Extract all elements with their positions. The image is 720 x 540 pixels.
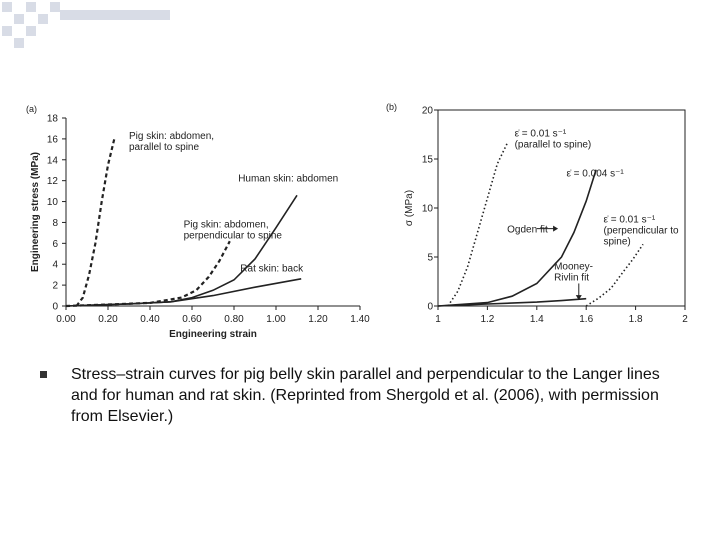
x-tick-label: 0.00 xyxy=(56,314,76,325)
y-tick-label: 10 xyxy=(421,203,433,215)
series-line xyxy=(438,170,596,306)
x-tick-label: 1.00 xyxy=(266,314,286,325)
x-tick-label: 1 xyxy=(435,314,441,325)
x-tick-label: 0.80 xyxy=(224,314,244,325)
y-tick-label: 12 xyxy=(46,176,58,188)
y-tick-label: 4 xyxy=(52,259,58,271)
x-tick-label: 1.20 xyxy=(308,314,328,325)
panel-label: (a) xyxy=(26,104,37,114)
decoration-square xyxy=(26,26,36,36)
series-line xyxy=(77,139,115,306)
bullet-icon xyxy=(40,371,47,378)
y-tick-label: 6 xyxy=(52,238,58,250)
decoration-square xyxy=(14,38,24,48)
annotation-label: Ogden fit xyxy=(507,224,548,236)
x-tick-label: 0.20 xyxy=(98,314,118,325)
decoration-square xyxy=(38,14,48,24)
annotation-label: ε̇ = 0.01 s⁻¹ (parallel to spine) xyxy=(514,128,592,151)
panel-label: (b) xyxy=(386,102,397,112)
y-tick-label: 16 xyxy=(46,134,58,146)
annotation-label: Pig skin: abdomen, parallel to spine xyxy=(129,130,215,153)
chart-panel-b xyxy=(386,102,688,325)
decoration-square xyxy=(50,2,60,12)
decoration-square xyxy=(2,26,12,36)
series-line xyxy=(448,143,507,306)
x-tick-label: 1.6 xyxy=(579,314,594,325)
chart-panel-a xyxy=(26,104,370,340)
annotation-label: Human skin: abdomen xyxy=(238,173,339,185)
y-tick-label: 14 xyxy=(46,155,58,167)
y-tick-label: 2 xyxy=(52,280,58,292)
y-axis-label: Engineering stress (MPa) xyxy=(30,151,41,273)
decoration-square xyxy=(14,14,24,24)
y-tick-label: 0 xyxy=(52,301,58,313)
annotation-label: Pig skin: abdomen, perpendicular to spine xyxy=(183,219,283,242)
caption-text: Stress–strain curves for pig belly skin parallel and perpendicular to the Langer lines and for human and rat skin. (Reprinted from Shergold et al. (2006), with permission from Elsevier.) xyxy=(71,366,660,425)
series-line xyxy=(66,279,301,306)
annotation-label: ε̇ = 0.004 s⁻¹ xyxy=(566,168,624,180)
y-tick-label: 10 xyxy=(46,197,58,209)
y-tick-label: 20 xyxy=(421,105,433,117)
annotation-label: ε̇ = 0.01 s⁻¹ (perpendicular to spine) xyxy=(603,214,679,248)
y-axis-label: σ (MPa) xyxy=(404,189,415,227)
x-tick-label: 2 xyxy=(682,314,688,325)
stress-strain-figure xyxy=(0,95,720,350)
y-tick-label: 0 xyxy=(427,301,433,313)
x-axis-label: Engineering strain xyxy=(169,329,257,340)
decoration-bar xyxy=(60,10,170,20)
y-tick-label: 8 xyxy=(52,217,58,229)
series-line xyxy=(586,244,643,306)
x-tick-label: 1.4 xyxy=(529,314,544,325)
x-tick-label: 0.40 xyxy=(140,314,160,325)
decoration-square xyxy=(2,2,12,12)
decoration-square xyxy=(26,2,36,12)
x-tick-label: 1.2 xyxy=(480,314,495,325)
x-tick-label: 1.40 xyxy=(350,314,370,325)
y-tick-label: 15 xyxy=(421,154,433,166)
y-tick-label: 18 xyxy=(46,113,58,125)
annotation-label: Rat skin: back xyxy=(240,263,304,275)
arrowhead-icon xyxy=(553,226,558,232)
x-tick-label: 0.60 xyxy=(182,314,202,325)
caption-block xyxy=(40,364,680,427)
corner-decoration xyxy=(0,0,170,52)
annotation-label: Mooney-Rivlin fit xyxy=(554,261,593,284)
series-line xyxy=(438,299,586,306)
y-tick-label: 5 xyxy=(427,252,433,264)
x-tick-label: 1.8 xyxy=(628,314,643,325)
